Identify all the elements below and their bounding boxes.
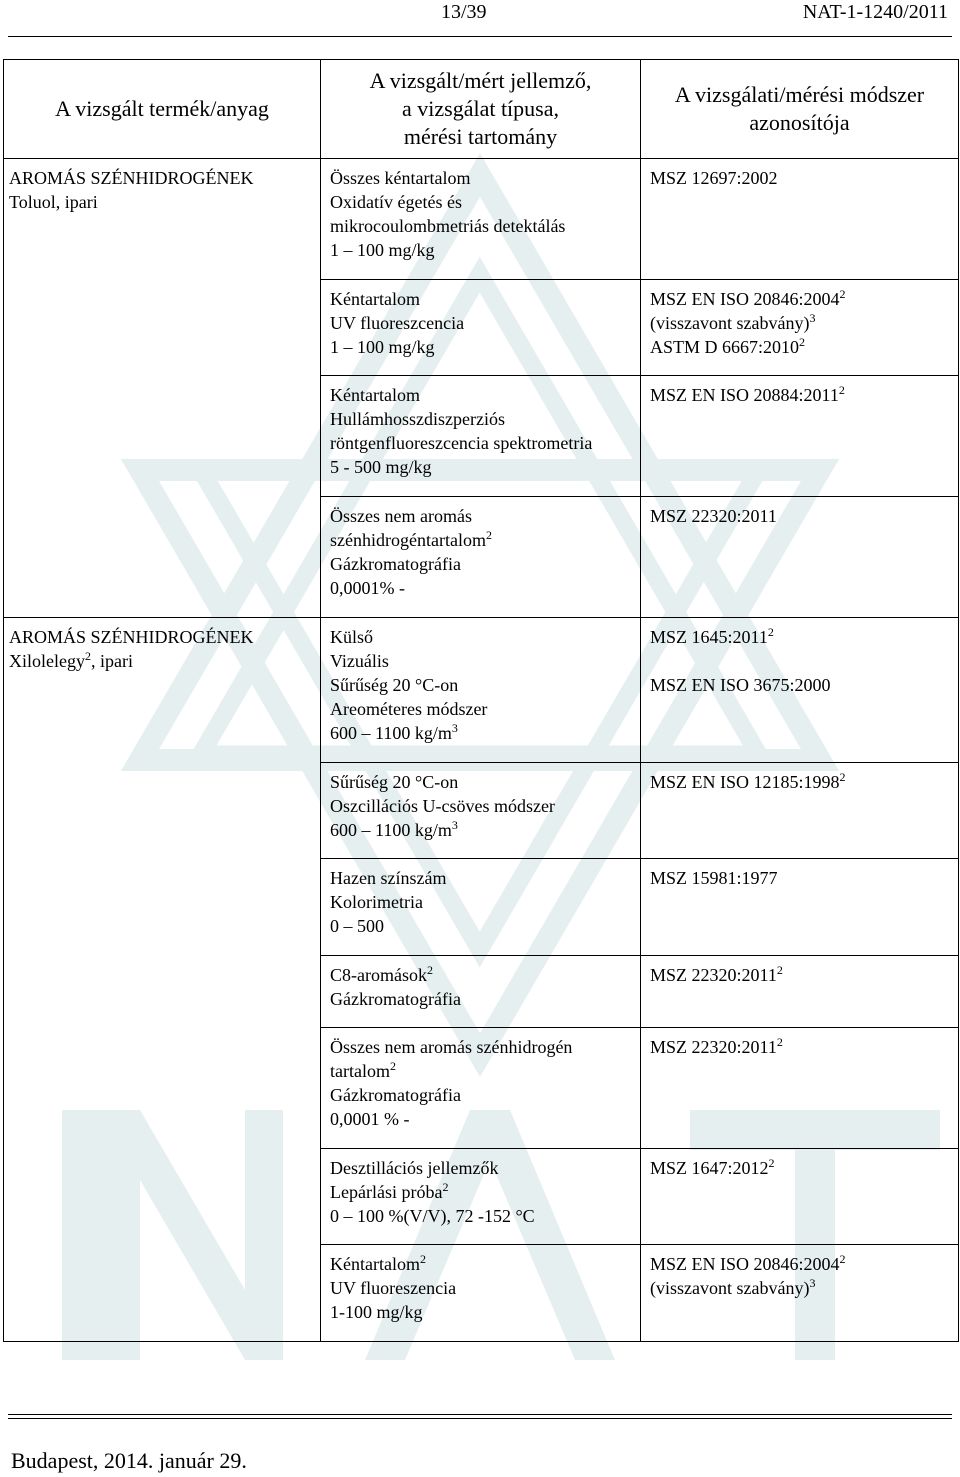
property-cell (321, 496, 641, 617)
method-cell (641, 859, 959, 956)
cell-line (330, 963, 632, 987)
cell-line (330, 311, 632, 335)
cell-line (330, 214, 632, 238)
method-cell (641, 159, 959, 280)
cell-line (330, 504, 632, 528)
property-cell (321, 617, 641, 762)
cell-text: Kéntartalom (330, 288, 420, 309)
cell-text: (visszavont szabvány) (650, 312, 810, 333)
cell-text: mikrocoulombmetriás detektálás (330, 216, 566, 236)
cell-text: 1-100 mg/kg (330, 1302, 423, 1323)
cell-text: Hullámhosszdiszperziós (330, 409, 505, 430)
cell-line (650, 166, 950, 190)
cell-line (330, 1035, 632, 1059)
product-cell (4, 617, 321, 1341)
cell-text: Kéntartalom (330, 385, 420, 406)
column-header-product (4, 60, 321, 159)
cell-text: 0 – 100 %(V/V), 72 -152 °C (330, 1205, 535, 1226)
page-number: 13/39 (441, 1, 487, 23)
cell-line (330, 1276, 632, 1300)
cell-line (330, 1107, 632, 1131)
footnote-ref: 2 (419, 1252, 426, 1267)
cell-text: MSZ EN ISO 20884:2011 (650, 385, 839, 406)
cell-line (330, 987, 632, 1011)
cell-text: Toluol, ipari (9, 192, 98, 212)
accreditation-table (3, 59, 959, 1342)
cell-text: Sűrűség 20 °C-on (330, 771, 459, 792)
cell-text: Kolorimetria (330, 892, 423, 913)
cell-text: szénhidrogéntartalom (330, 529, 486, 550)
method-cell (641, 617, 959, 762)
cell-text: C8-aromások (330, 964, 427, 985)
header-line: azonosítója (749, 110, 850, 135)
cell-text: MSZ EN ISO 20846:2004 (650, 288, 840, 309)
cell-text: Oxidatív égetés és (330, 192, 462, 212)
footer-rule-bottom (8, 1418, 952, 1419)
cell-line (330, 721, 632, 745)
cell-line (330, 1083, 632, 1107)
method-cell (641, 376, 959, 497)
footnote-ref: 2 (776, 1035, 783, 1050)
footnote-ref: 2 (839, 769, 846, 784)
cell-line (9, 190, 312, 214)
cell-text: Desztillációs jellemzők (330, 1157, 499, 1178)
cell-text: 0,0001 % - (330, 1109, 410, 1130)
footnote-ref: 2 (839, 286, 846, 301)
footer-rule-top (8, 1414, 952, 1415)
property-cell (321, 1245, 641, 1342)
property-cell (321, 159, 641, 280)
cell-line (650, 649, 950, 673)
cell-text: Gázkromatográfia (330, 1085, 461, 1106)
cell-text: röntgenfluoreszcencia spektrometria (330, 433, 593, 454)
table-header-row (4, 60, 959, 159)
table-row (4, 617, 959, 762)
cell-line (9, 625, 312, 649)
cell-text: 0 – 500 (330, 916, 384, 937)
cell-line (650, 1156, 950, 1180)
cell-text: Kéntartalom (330, 1254, 420, 1275)
cell-text: AROMÁS SZÉNHIDROGÉNEK (9, 626, 254, 647)
cell-line (330, 673, 632, 697)
cell-line (330, 1204, 632, 1228)
cell-text: 1 – 100 mg/kg (330, 240, 435, 260)
property-cell (321, 1148, 641, 1245)
footnote-ref: 2 (799, 334, 806, 349)
cell-text: 0,0001% - (330, 577, 405, 598)
cell-line (330, 335, 632, 359)
cell-text: Összes kéntartalom (330, 168, 471, 188)
property-cell (321, 859, 641, 956)
cell-text: UV fluoreszcencia (330, 312, 465, 333)
footnote-ref: 2 (839, 1252, 846, 1267)
property-cell (321, 376, 641, 497)
document-id: NAT-1-1240/2011 (802, 1, 948, 23)
cell-line (650, 1276, 950, 1300)
footnote-ref: 2 (442, 1179, 449, 1194)
cell-line (330, 552, 632, 576)
cell-line (330, 1180, 632, 1204)
cell-text: MSZ 15981:1977 (650, 868, 778, 889)
cell-text: Oszcillációs U-csöves módszer (330, 795, 555, 816)
cell-text: Külső (330, 626, 374, 647)
column-header-method (641, 60, 959, 159)
cell-line (330, 576, 632, 600)
cell-text: tartalom (330, 1061, 390, 1082)
cell-line (330, 697, 632, 721)
cell-line (330, 914, 632, 938)
cell-text: MSZ 1647:2012 (650, 1157, 769, 1178)
cell-line (330, 1156, 632, 1180)
header-line: A vizsgálati/mérési módszer (674, 82, 925, 107)
cell-line (650, 963, 950, 987)
cell-line (330, 1059, 632, 1083)
product-cell (4, 159, 321, 618)
cell-text: 600 – 1100 kg/m (330, 819, 452, 840)
property-cell (321, 1028, 641, 1149)
cell-text: Areométeres módszer (330, 698, 488, 719)
cell-text: Összes nem aromás (330, 505, 472, 526)
footer-place-date: Budapest, 2014. január 29. (11, 1448, 247, 1473)
cell-line (650, 287, 950, 311)
cell-text: , ipari (90, 650, 133, 671)
cell-line (9, 166, 312, 190)
cell-line (330, 866, 632, 890)
cell-line (330, 528, 632, 552)
footnote-ref: 3 (809, 310, 816, 325)
footnote-ref: 3 (451, 720, 458, 735)
footnote-ref: 3 (451, 817, 458, 832)
footnote-ref: 2 (389, 1059, 396, 1074)
cell-line (330, 1300, 632, 1324)
cell-text: Sűrűség 20 °C-on (330, 674, 459, 695)
cell-text: Xilolelegy (9, 650, 85, 671)
header-line: a vizsgálat típusa, (401, 96, 559, 121)
cell-text: MSZ EN ISO 12185:1998 (650, 771, 840, 792)
method-cell (641, 762, 959, 859)
footnote-ref: 2 (426, 962, 433, 977)
cell-text: UV fluoreszencia (330, 1278, 457, 1299)
cell-line (650, 625, 950, 649)
cell-line (330, 1252, 632, 1276)
footnote-ref: 2 (767, 624, 774, 639)
cell-line (650, 1252, 950, 1276)
method-cell (641, 1028, 959, 1149)
cell-line (330, 818, 632, 842)
footnote-ref: 2 (84, 648, 91, 663)
cell-line (650, 866, 950, 890)
property-cell (321, 279, 641, 376)
table-row (4, 159, 959, 280)
cell-line (330, 383, 632, 407)
cell-line (330, 238, 632, 262)
cell-line (330, 455, 632, 479)
cell-line (650, 335, 950, 359)
cell-text: ASTM D 6667:2010 (650, 336, 800, 357)
method-cell (641, 279, 959, 376)
cell-text: MSZ 1645:2011 (650, 626, 768, 647)
cell-text: MSZ 22320:2011 (650, 1037, 777, 1058)
method-cell (641, 496, 959, 617)
cell-line (650, 770, 950, 794)
method-cell (641, 1245, 959, 1342)
cell-text: 5 - 500 mg/kg (330, 457, 432, 478)
header-line: mérési tartomány (403, 124, 558, 149)
cell-text: 1 – 100 mg/kg (330, 336, 435, 357)
cell-line (9, 649, 312, 673)
cell-text: Vizuális (330, 650, 389, 671)
cell-line (330, 890, 632, 914)
footnote-ref: 2 (768, 1155, 775, 1170)
cell-line (330, 649, 632, 673)
cell-text: MSZ EN ISO 20846:2004 (650, 1254, 840, 1275)
cell-text: 600 – 1100 kg/m (330, 722, 452, 743)
property-cell (321, 955, 641, 1027)
column-header-property (321, 60, 641, 159)
header-line: A vizsgált termék/anyag (55, 96, 269, 121)
cell-text: MSZ 22320:2011 (650, 964, 777, 985)
cell-text: Lepárlási próba (330, 1181, 443, 1202)
footnote-ref: 2 (838, 383, 845, 398)
cell-line (650, 1035, 950, 1059)
cell-text: Gázkromatográfia (330, 553, 461, 574)
method-cell (641, 955, 959, 1027)
cell-text: Összes nem aromás szénhidrogén (330, 1037, 573, 1058)
table-body (4, 159, 959, 1342)
cell-line (330, 407, 632, 431)
footnote-ref: 3 (809, 1276, 816, 1291)
table-header (4, 60, 959, 159)
cell-line (330, 431, 632, 455)
cell-line (330, 190, 632, 214)
cell-line (650, 311, 950, 335)
cell-text: Hazen színszám (330, 868, 447, 889)
cell-text: AROMÁS SZÉNHIDROGÉNEK (9, 168, 254, 188)
cell-line (330, 794, 632, 818)
cell-text: MSZ EN ISO 3675:2000 (650, 674, 831, 695)
property-cell (321, 762, 641, 859)
cell-line (650, 383, 950, 407)
cell-text: Gázkromatográfia (330, 988, 461, 1009)
cell-text: (visszavont szabvány) (650, 1278, 810, 1299)
header-line: A vizsgált/mért jellemző, (369, 68, 592, 93)
footnote-ref: 2 (776, 962, 783, 977)
cell-text: MSZ 12697:2002 (650, 168, 778, 188)
method-cell (641, 1148, 959, 1245)
cell-line (330, 770, 632, 794)
cell-line (330, 166, 632, 190)
cell-line (330, 287, 632, 311)
cell-text: MSZ 22320:2011 (650, 505, 777, 526)
cell-line (650, 673, 950, 697)
cell-line (650, 504, 950, 528)
cell-line (330, 625, 632, 649)
header-rule (8, 36, 952, 37)
footnote-ref: 2 (485, 527, 492, 542)
